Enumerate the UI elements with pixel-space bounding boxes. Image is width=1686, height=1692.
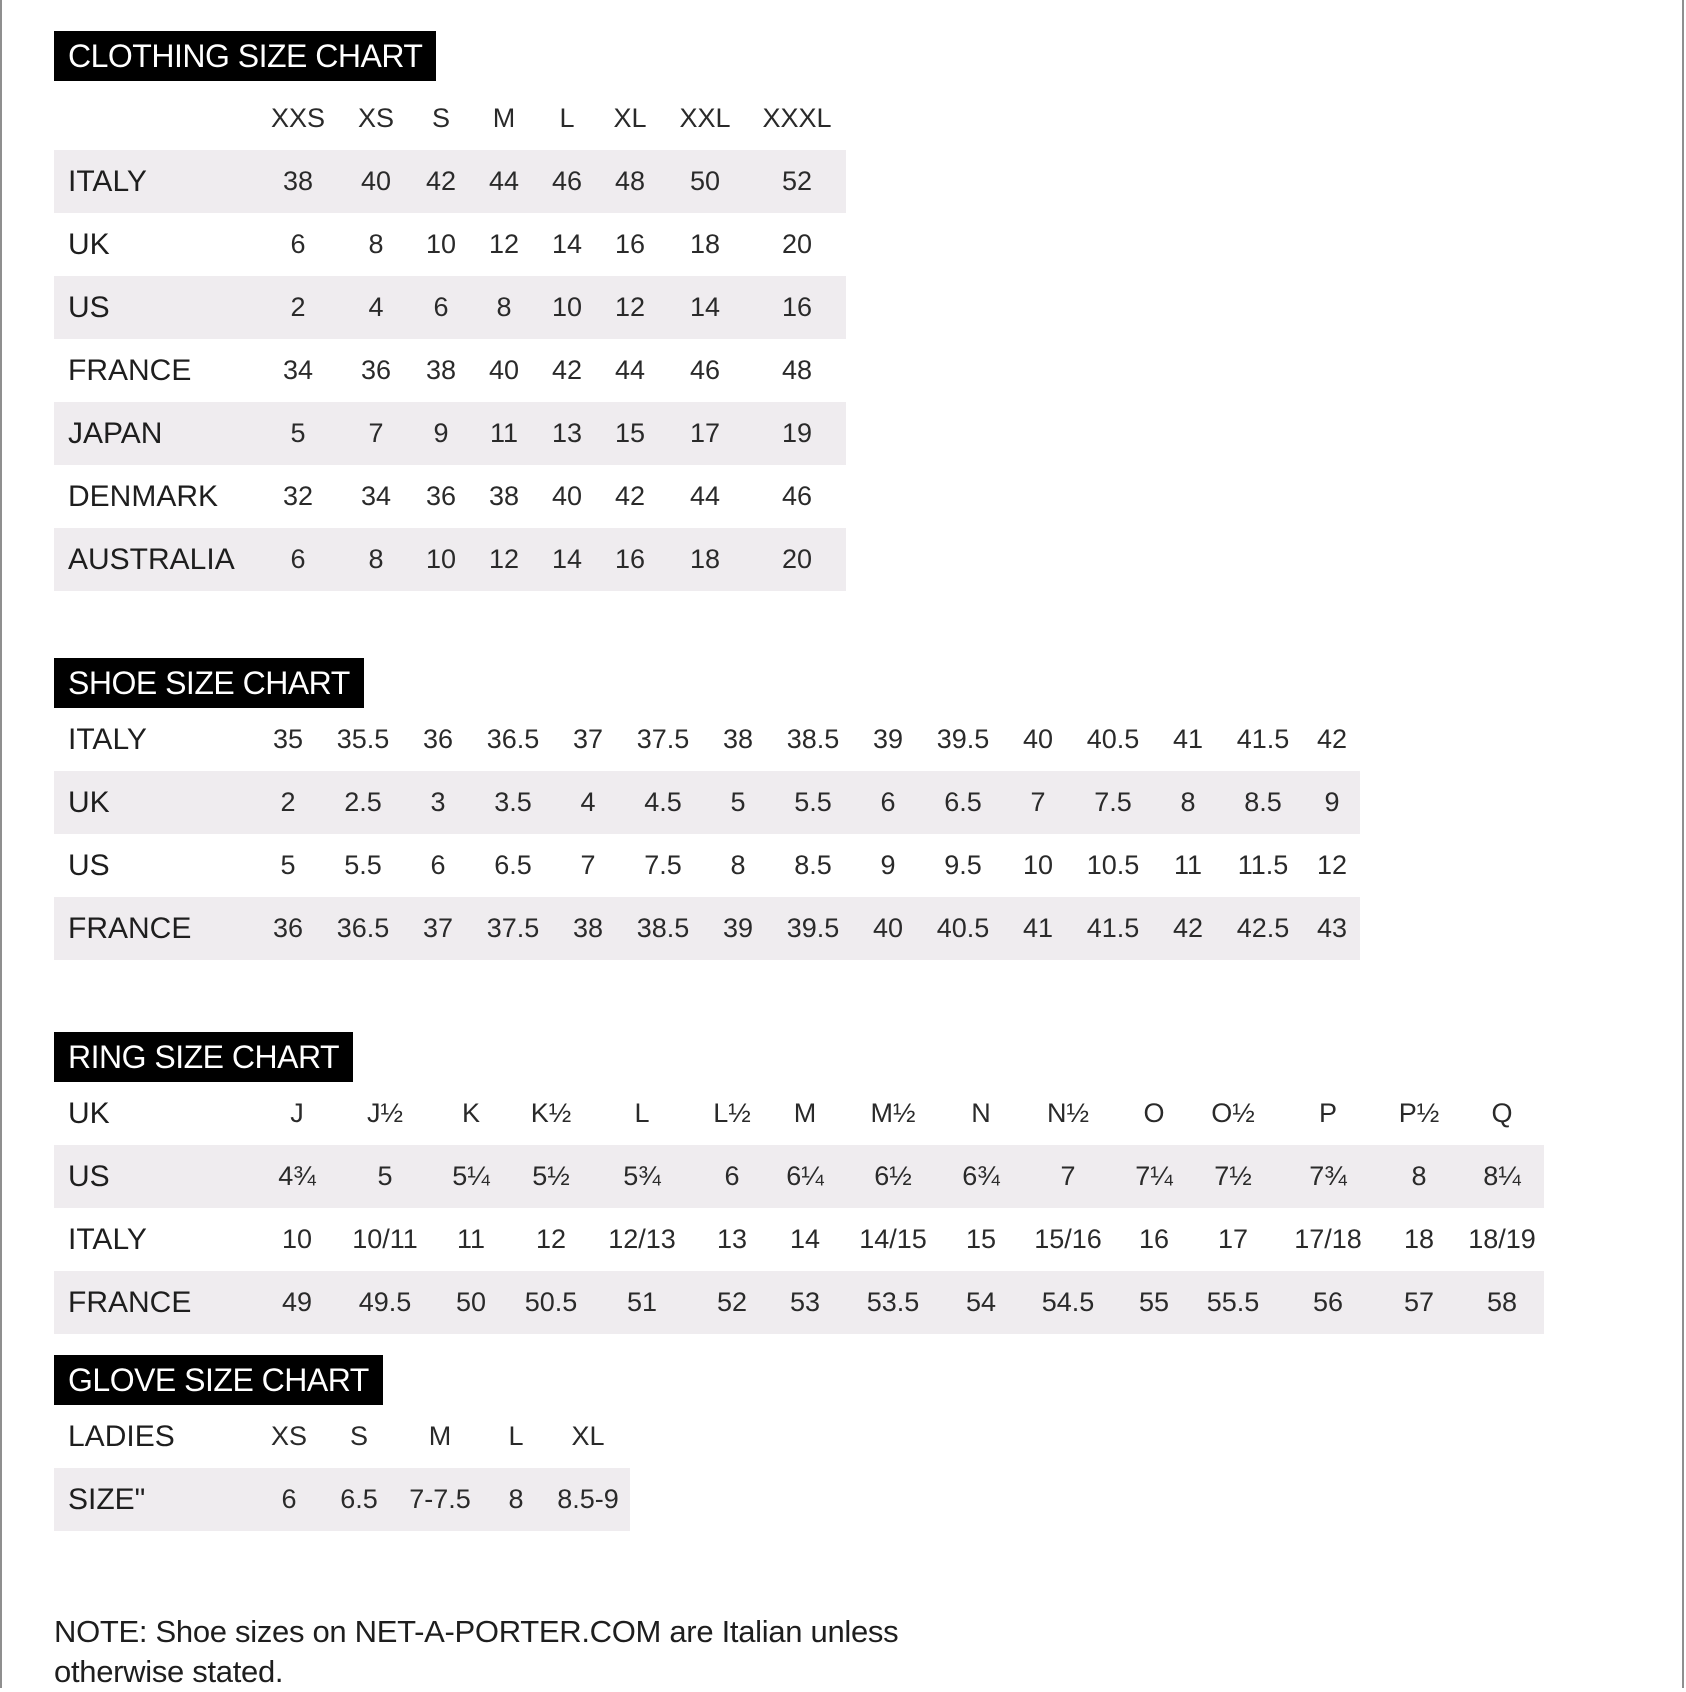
size-value: 42.5	[1222, 897, 1304, 960]
size-value: 39	[872, 724, 904, 754]
size-value: 18	[662, 528, 748, 591]
row-label: UK	[68, 1096, 110, 1130]
size-value: 34	[360, 481, 392, 511]
size-value: 13	[716, 1224, 748, 1254]
size-value: 11.5	[1237, 850, 1289, 880]
shoe-size-section	[54, 658, 1360, 960]
size-value: 46	[536, 150, 598, 213]
size-value: 55	[1120, 1271, 1188, 1334]
size-value: 38	[722, 724, 754, 754]
size-value: 57	[1378, 1271, 1460, 1334]
size-value: 52	[694, 1271, 770, 1334]
size-value: 7.5	[1072, 771, 1154, 834]
size-value: 6.5	[324, 1468, 394, 1531]
clothing-size-label: M	[492, 103, 516, 133]
size-value: 9	[880, 850, 896, 880]
size-value: 11	[456, 1224, 486, 1254]
row-label: SIZE"	[54, 1468, 254, 1531]
size-value: 5	[254, 402, 342, 465]
size-value: 44	[614, 355, 646, 385]
row-label: AUSTRALIA	[54, 528, 254, 591]
size-value: 50	[662, 150, 748, 213]
clothing-size-label: L	[559, 103, 575, 133]
size-value: 32	[282, 481, 314, 511]
size-value: 38	[425, 355, 457, 385]
shoe-row-italy	[54, 708, 1360, 771]
size-value: N½	[1046, 1098, 1090, 1128]
ring-row-italy	[54, 1208, 1544, 1271]
size-value: 10	[425, 229, 457, 259]
size-value: 34	[282, 355, 314, 385]
ring-row-france	[54, 1271, 1544, 1334]
size-value: L	[634, 1098, 650, 1128]
size-value: 12	[598, 276, 662, 339]
clothing-size-section	[54, 31, 846, 591]
size-value: 3.5	[472, 771, 554, 834]
size-value: 16	[1138, 1224, 1170, 1254]
size-value: 6¾	[946, 1145, 1016, 1208]
size-value: 37	[572, 724, 604, 754]
row-label: JAPAN	[54, 402, 254, 465]
size-value: 6	[694, 1145, 770, 1208]
size-value: 14	[536, 528, 598, 591]
ring-size-section	[54, 1032, 1544, 1334]
size-value: 36.5	[486, 724, 540, 754]
clothing-size-table	[54, 87, 846, 591]
size-value: 41.5	[1072, 897, 1154, 960]
size-value: 5	[340, 1145, 430, 1208]
size-value: 42	[1154, 897, 1222, 960]
size-value: 7.5	[644, 850, 682, 880]
size-value: 10	[281, 1224, 313, 1254]
glove-size-title: GLOVE SIZE CHART	[54, 1355, 383, 1405]
size-value: 40	[551, 481, 583, 511]
size-value: 7	[342, 402, 410, 465]
size-value: 36	[422, 724, 454, 754]
size-value: 5	[704, 771, 772, 834]
size-value: 8	[342, 528, 410, 591]
size-value: 52	[748, 150, 846, 213]
clothing-size-label: XS	[357, 103, 395, 133]
size-value: 53.5	[840, 1271, 946, 1334]
size-value: 38	[488, 481, 520, 511]
clothing-row-france	[54, 339, 846, 402]
size-value: 38	[554, 897, 622, 960]
clothing-header-empty	[54, 87, 254, 150]
size-value: 10	[536, 276, 598, 339]
size-value: O½	[1211, 1098, 1255, 1128]
shoe-row-france	[54, 897, 1360, 960]
row-label: UK	[54, 771, 254, 834]
size-value: 6.5	[922, 771, 1004, 834]
size-value: 39	[704, 897, 772, 960]
size-value: 17/18	[1294, 1224, 1362, 1254]
size-value: 17	[662, 402, 748, 465]
size-value: 12	[488, 229, 520, 259]
size-value: 58	[1460, 1271, 1544, 1334]
size-value: 20	[781, 229, 813, 259]
clothing-size-label: XXL	[679, 103, 731, 133]
size-value: 8.5	[1222, 771, 1304, 834]
size-value: 7-7.5	[394, 1468, 486, 1531]
size-value: 12	[535, 1224, 567, 1254]
size-value: 36	[254, 897, 322, 960]
size-value: 2	[254, 276, 342, 339]
size-value: 8	[1378, 1145, 1460, 1208]
glove-row-ladies	[54, 1405, 630, 1468]
row-label: ITALY	[68, 722, 147, 756]
size-value: 7	[1004, 771, 1072, 834]
size-value: N	[971, 1098, 991, 1128]
size-value: 8	[486, 1468, 546, 1531]
size-value: 2.5	[322, 771, 404, 834]
size-value: 36	[360, 355, 392, 385]
glove-row-size	[54, 1468, 630, 1531]
size-value: 7½	[1188, 1145, 1278, 1208]
size-value: 10	[1022, 850, 1054, 880]
size-value: M	[428, 1421, 452, 1451]
size-value: 8	[472, 276, 536, 339]
size-value: 44	[472, 150, 536, 213]
size-value: 6	[854, 771, 922, 834]
size-value: 13	[536, 402, 598, 465]
size-value: 4¾	[254, 1145, 340, 1208]
clothing-row-australia	[54, 528, 846, 591]
size-value: 36.5	[322, 897, 404, 960]
size-value: K	[461, 1098, 480, 1128]
clothing-size-title: CLOTHING SIZE CHART	[54, 31, 436, 81]
size-value: 54.5	[1016, 1271, 1120, 1334]
row-label: LADIES	[68, 1419, 175, 1453]
size-value: 42	[410, 150, 472, 213]
size-value: 5¾	[590, 1145, 694, 1208]
size-value: 46	[781, 481, 813, 511]
row-label: US	[54, 1145, 254, 1208]
size-value: 6	[254, 528, 342, 591]
size-value: 9.5	[944, 850, 982, 880]
size-value: 40	[854, 897, 922, 960]
size-value: 40	[1022, 724, 1054, 754]
row-label: ITALY	[54, 150, 254, 213]
clothing-row-italy	[54, 150, 846, 213]
size-value: 6	[290, 229, 306, 259]
size-value: 18	[1403, 1224, 1435, 1254]
size-value: 54	[946, 1271, 1016, 1334]
size-value: 11	[1173, 850, 1203, 880]
size-value: 41.5	[1236, 724, 1290, 754]
size-value: 8	[368, 229, 384, 259]
ring-size-title: RING SIZE CHART	[54, 1032, 353, 1082]
row-label: FRANCE	[54, 897, 254, 960]
size-value: M	[793, 1098, 817, 1128]
clothing-row-us	[54, 276, 846, 339]
size-value: 42	[551, 355, 583, 385]
size-value: 5¼	[430, 1145, 512, 1208]
size-value: 5.5	[344, 850, 382, 880]
size-value: 39.5	[772, 897, 854, 960]
size-value: P½	[1398, 1098, 1440, 1128]
size-value: 7¾	[1278, 1145, 1378, 1208]
size-value: 56	[1278, 1271, 1378, 1334]
size-value: 46	[689, 355, 721, 385]
size-value: 8¼	[1460, 1145, 1544, 1208]
ring-row-uk	[54, 1082, 1544, 1145]
size-value: 15	[598, 402, 662, 465]
size-value: 9	[1304, 771, 1360, 834]
size-value: 8.5-9	[546, 1468, 630, 1531]
size-value: 8.5	[794, 850, 832, 880]
size-value: 16	[598, 528, 662, 591]
size-value: 39.5	[936, 724, 990, 754]
size-value: 8	[730, 850, 746, 880]
size-value: 7	[580, 850, 596, 880]
size-value: 51	[590, 1271, 694, 1334]
size-value: 6½	[840, 1145, 946, 1208]
ring-row-us	[54, 1145, 1544, 1208]
size-value: XL	[571, 1421, 605, 1451]
size-value: 36	[425, 481, 457, 511]
size-value: 53	[770, 1271, 840, 1334]
clothing-row-denmark	[54, 465, 846, 528]
row-label: US	[54, 276, 254, 339]
row-label: US	[68, 848, 110, 882]
shoe-row-us	[54, 834, 1360, 897]
shoe-size-note: NOTE: Shoe sizes on NET-A-PORTER.COM are Italian unless otherwise stated.	[54, 1614, 899, 1689]
clothing-row-uk	[54, 213, 846, 276]
row-label: ITALY	[68, 1222, 147, 1256]
size-value: 42	[1316, 724, 1348, 754]
size-value: P	[1318, 1098, 1337, 1128]
size-value: 38	[254, 150, 342, 213]
size-value: 14	[662, 276, 748, 339]
glove-size-table	[54, 1405, 630, 1531]
size-value: 38.5	[786, 724, 840, 754]
row-label: DENMARK	[68, 479, 219, 513]
clothing-size-label: XL	[613, 103, 647, 133]
size-value: J	[290, 1098, 304, 1128]
size-value: 17	[1217, 1224, 1249, 1254]
size-value: 6¼	[770, 1145, 840, 1208]
size-value: 14	[789, 1224, 821, 1254]
size-value: 48	[598, 150, 662, 213]
size-value: 6	[254, 1468, 324, 1531]
size-value: 9	[410, 402, 472, 465]
size-value: 5	[280, 850, 296, 880]
size-value: 6	[430, 850, 446, 880]
size-value: L	[508, 1421, 524, 1451]
size-value: 15	[965, 1224, 997, 1254]
size-value: 12	[1316, 850, 1348, 880]
size-value: 18/19	[1468, 1224, 1536, 1254]
size-value: Q	[1491, 1098, 1513, 1128]
size-value: 8	[1154, 771, 1222, 834]
size-value: 4	[342, 276, 410, 339]
size-value: 50	[430, 1271, 512, 1334]
clothing-size-label: XXS	[270, 103, 326, 133]
size-value: 15/16	[1034, 1224, 1102, 1254]
size-value: 42	[614, 481, 646, 511]
size-value: 12/13	[608, 1224, 676, 1254]
size-value: 41	[1172, 724, 1204, 754]
size-value: K½	[530, 1098, 572, 1128]
size-value: 10.5	[1086, 850, 1140, 880]
ring-size-table	[54, 1082, 1544, 1334]
size-value: 12	[472, 528, 536, 591]
size-value: 2	[254, 771, 322, 834]
clothing-size-label: S	[431, 103, 450, 133]
size-value: 49.5	[340, 1271, 430, 1334]
size-value: 40.5	[922, 897, 1004, 960]
size-value: M½	[870, 1098, 916, 1128]
size-value: 6.5	[494, 850, 532, 880]
size-value: 38.5	[622, 897, 704, 960]
clothing-row-japan	[54, 402, 846, 465]
size-value: O	[1143, 1098, 1165, 1128]
size-value: 5.5	[772, 771, 854, 834]
glove-size-section	[54, 1355, 630, 1531]
row-label: FRANCE	[68, 353, 192, 387]
size-value: 37.5	[636, 724, 690, 754]
clothing-size-label: XXXL	[762, 103, 832, 133]
size-value: 50.5	[512, 1271, 590, 1334]
size-value: 48	[781, 355, 813, 385]
shoe-row-uk	[54, 771, 1360, 834]
row-label: UK	[68, 227, 110, 261]
size-value: 14	[551, 229, 583, 259]
size-value: 18	[689, 229, 721, 259]
size-value: 11	[472, 402, 536, 465]
shoe-size-table	[54, 708, 1360, 960]
clothing-size-header-row	[54, 87, 846, 150]
size-value: 7	[1016, 1145, 1120, 1208]
size-value: XS	[270, 1421, 308, 1451]
size-value: 4	[554, 771, 622, 834]
size-value: 49	[254, 1271, 340, 1334]
size-value: 4.5	[622, 771, 704, 834]
size-value: 16	[614, 229, 646, 259]
size-value: 20	[748, 528, 846, 591]
size-value: L½	[713, 1098, 751, 1128]
size-value: 37.5	[472, 897, 554, 960]
size-value: 40.5	[1086, 724, 1140, 754]
size-value: 14/15	[859, 1224, 927, 1254]
size-value: 44	[689, 481, 721, 511]
size-value: 37	[404, 897, 472, 960]
size-value: 16	[748, 276, 846, 339]
size-value: 5½	[512, 1145, 590, 1208]
size-value: 35.5	[336, 724, 390, 754]
size-value: 35	[272, 724, 304, 754]
row-label: FRANCE	[54, 1271, 254, 1334]
size-value: 19	[748, 402, 846, 465]
size-value: 10/11	[352, 1224, 418, 1254]
size-value: 40	[342, 150, 410, 213]
size-value: 40	[488, 355, 520, 385]
size-value: 10	[410, 528, 472, 591]
size-value: 3	[404, 771, 472, 834]
size-value: 6	[410, 276, 472, 339]
size-value: 43	[1304, 897, 1360, 960]
size-value: 7¼	[1120, 1145, 1188, 1208]
size-value: S	[349, 1421, 368, 1451]
size-value: J½	[366, 1098, 404, 1128]
size-value: 55.5	[1188, 1271, 1278, 1334]
shoe-size-title: SHOE SIZE CHART	[54, 658, 364, 708]
size-value: 41	[1004, 897, 1072, 960]
